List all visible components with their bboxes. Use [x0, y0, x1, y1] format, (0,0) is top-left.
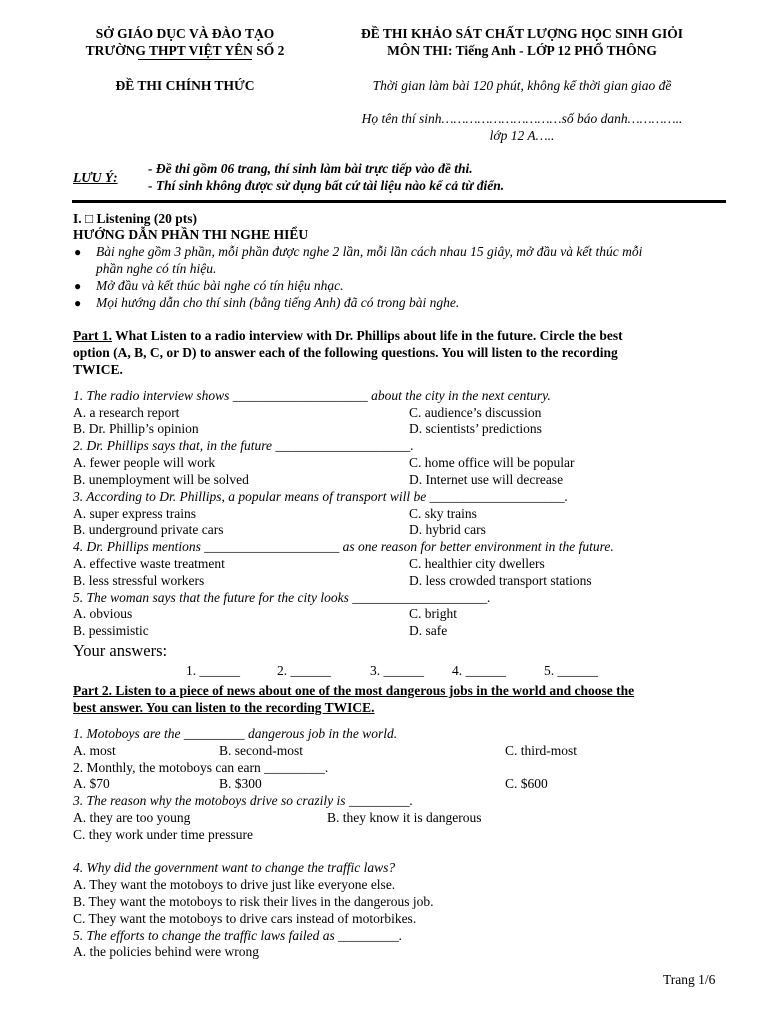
part2-question-3: 3. The reason why the motoboys drive so crazily is _________. [73, 793, 413, 808]
option-a[interactable]: A. a research report [73, 405, 180, 420]
part1-question-2: 2. Dr. Phillips says that, in the future ____________________. [73, 438, 414, 453]
option-d[interactable]: D. Internet use will decrease [409, 472, 564, 487]
part1-question-1: 1. The radio interview shows ____________________ about the city in the next century. [73, 388, 551, 403]
part2-question-1: 1. Motoboys are the _________ dangerous job in the world. [73, 726, 398, 741]
option-a[interactable]: A. fewer people will work [73, 455, 216, 470]
answer-slot-5[interactable]: 5. ______ [544, 663, 598, 678]
part2-question-5: 5. The efforts to change the traffic laws failed as _________. [73, 928, 403, 943]
exam-title: ĐỀ THI KHẢO SÁT CHẤT LƯỢNG HỌC SINH GIỎI [360, 26, 684, 41]
option-a[interactable]: A. super express trains [73, 506, 196, 521]
note-line-1: - Đề thi gồm 06 trang, thí sinh làm bài trực tiếp vào đề thi. [148, 161, 473, 176]
option-b[interactable]: B. second-most [219, 743, 303, 758]
option-c[interactable]: C. healthier city dwellers [409, 556, 545, 571]
option-b[interactable]: B. Dr. Phillip’s opinion [73, 421, 199, 436]
guide-bullet-1-cont: phần nghe có tín hiệu. [96, 261, 217, 276]
guide-bullet-1: Bài nghe gồm 3 phần, mỗi phần được nghe 2 lần, mỗi lần cách nhau 15 giây, mở đầu và kết thúc mỗi [96, 244, 643, 259]
option-c[interactable]: C. sky trains [409, 506, 477, 521]
option-b[interactable]: B. they know it is dangerous [327, 810, 482, 825]
option-b[interactable]: B. underground private cars [73, 522, 224, 537]
option-d[interactable]: D. scientists’ predictions [409, 421, 542, 436]
section-title: I. □ Listening (20 pts) [73, 211, 198, 226]
part2-question-2: 2. Monthly, the motoboys can earn _________. [73, 760, 329, 775]
guide-bullet-2: Mở đầu và kết thúc bài nghe có tín hiệu nhạc. [96, 278, 344, 293]
department-name: SỞ GIÁO DỤC VÀ ĐÀO TẠO [95, 26, 275, 41]
option-a[interactable]: A. the policies behind were wrong [73, 944, 259, 959]
part1-instruction-line-3: TWICE. [73, 362, 123, 377]
bullet-icon: ● [74, 279, 82, 293]
answers-label: Your answers: [73, 641, 168, 660]
guide-title: HƯỚNG DẪN PHẦN THI NGHE HIỂU [73, 227, 309, 242]
part1-instruction-line-1 [73, 328, 623, 345]
note-label: LƯU Ý: [73, 170, 118, 185]
option-c[interactable]: C. They want the motoboys to drive cars instead of motorbikes. [73, 911, 417, 926]
candidate-info: Họ tên thí sinh…………………………số báo danh………….. [361, 111, 683, 126]
option-c[interactable]: C. $600 [505, 776, 548, 791]
page-number: Trang 1/6 [663, 972, 716, 987]
exam-subject: MÔN THI: Tiếng Anh - LỚP 12 PHỔ THÔNG [387, 43, 657, 58]
option-c[interactable]: C. audience’s discussion [409, 405, 542, 420]
answer-slot-3[interactable]: 3. ______ [370, 663, 424, 678]
exam-time: Thời gian làm bài 120 phút, không kể thời gian giao đề [372, 78, 672, 93]
official-exam-label: ĐỀ THI CHÍNH THỨC [115, 78, 255, 93]
option-a[interactable]: A. most [73, 743, 116, 758]
class-info: lớp 12 A….. [489, 128, 555, 143]
option-a[interactable]: A. they are too young [73, 810, 191, 825]
option-d[interactable]: D. hybrid cars [409, 522, 486, 537]
option-d[interactable]: D. safe [409, 623, 448, 638]
note-line-2: - Thí sinh không được sử dụng bất cứ tài liệu nào kể cả từ điển. [148, 178, 505, 193]
option-a[interactable]: A. obvious [73, 606, 133, 621]
part1-question-4: 4. Dr. Phillips mentions ____________________ as one reason for better environment in the future. [73, 539, 614, 554]
option-c[interactable]: C. they work under time pressure [73, 827, 253, 842]
part2-instruction-line-2: best answer. You can listen to the recording TWICE. [73, 700, 375, 715]
school-underline [138, 59, 252, 60]
option-b[interactable]: B. $300 [219, 776, 262, 791]
option-b[interactable]: B. unemployment will be solved [73, 472, 249, 487]
header-divider [72, 200, 726, 203]
option-a[interactable]: A. effective waste treatment [73, 556, 225, 571]
bullet-icon: ● [74, 296, 82, 310]
school-name: TRƯỜNG THPT VIỆT YÊN SỐ 2 [85, 43, 285, 58]
part1-label: Part 1. [73, 328, 112, 343]
part2-question-4: 4. Why did the government want to change the traffic laws? [73, 860, 396, 875]
part1-question-5: 5. The woman says that the future for the city looks ____________________. [73, 590, 491, 605]
option-c[interactable]: C. bright [409, 606, 458, 621]
option-c[interactable]: C. third-most [505, 743, 578, 758]
option-d[interactable]: D. less crowded transport stations [409, 573, 592, 588]
option-a[interactable]: A. $70 [73, 776, 110, 791]
guide-bullet-3: Mọi hướng dẫn cho thí sinh (bằng tiếng Anh) đã có trong bài nghe. [96, 295, 460, 310]
option-b[interactable]: B. pessimistic [73, 623, 149, 638]
part1-instruction-line-2: option (A, B, C, or D) to answer each of the following questions. You will listen to the recording [73, 345, 618, 360]
part2-instruction-line-1: Part 2. Listen to a piece of news about one of the most dangerous jobs in the world and choose the [73, 683, 635, 698]
part1-question-3: 3. According to Dr. Phillips, a popular means of transport will be ____________________. [73, 489, 569, 504]
answer-slot-4[interactable]: 4. ______ [452, 663, 506, 678]
answer-slot-1[interactable]: 1. ______ [186, 663, 240, 678]
option-b[interactable]: B. less stressful workers [73, 573, 205, 588]
option-a[interactable]: A. They want the motoboys to drive just like everyone else. [73, 877, 396, 892]
option-c[interactable]: C. home office will be popular [409, 455, 575, 470]
option-b[interactable]: B. They want the motoboys to risk their lives in the dangerous job. [73, 894, 434, 909]
bullet-icon: ● [74, 245, 82, 259]
part1-instruction-text: What Listen to a radio interview with Dr. Phillips about life in the future. Circle the best [111, 328, 623, 343]
answer-slot-2[interactable]: 2. ______ [277, 663, 331, 678]
